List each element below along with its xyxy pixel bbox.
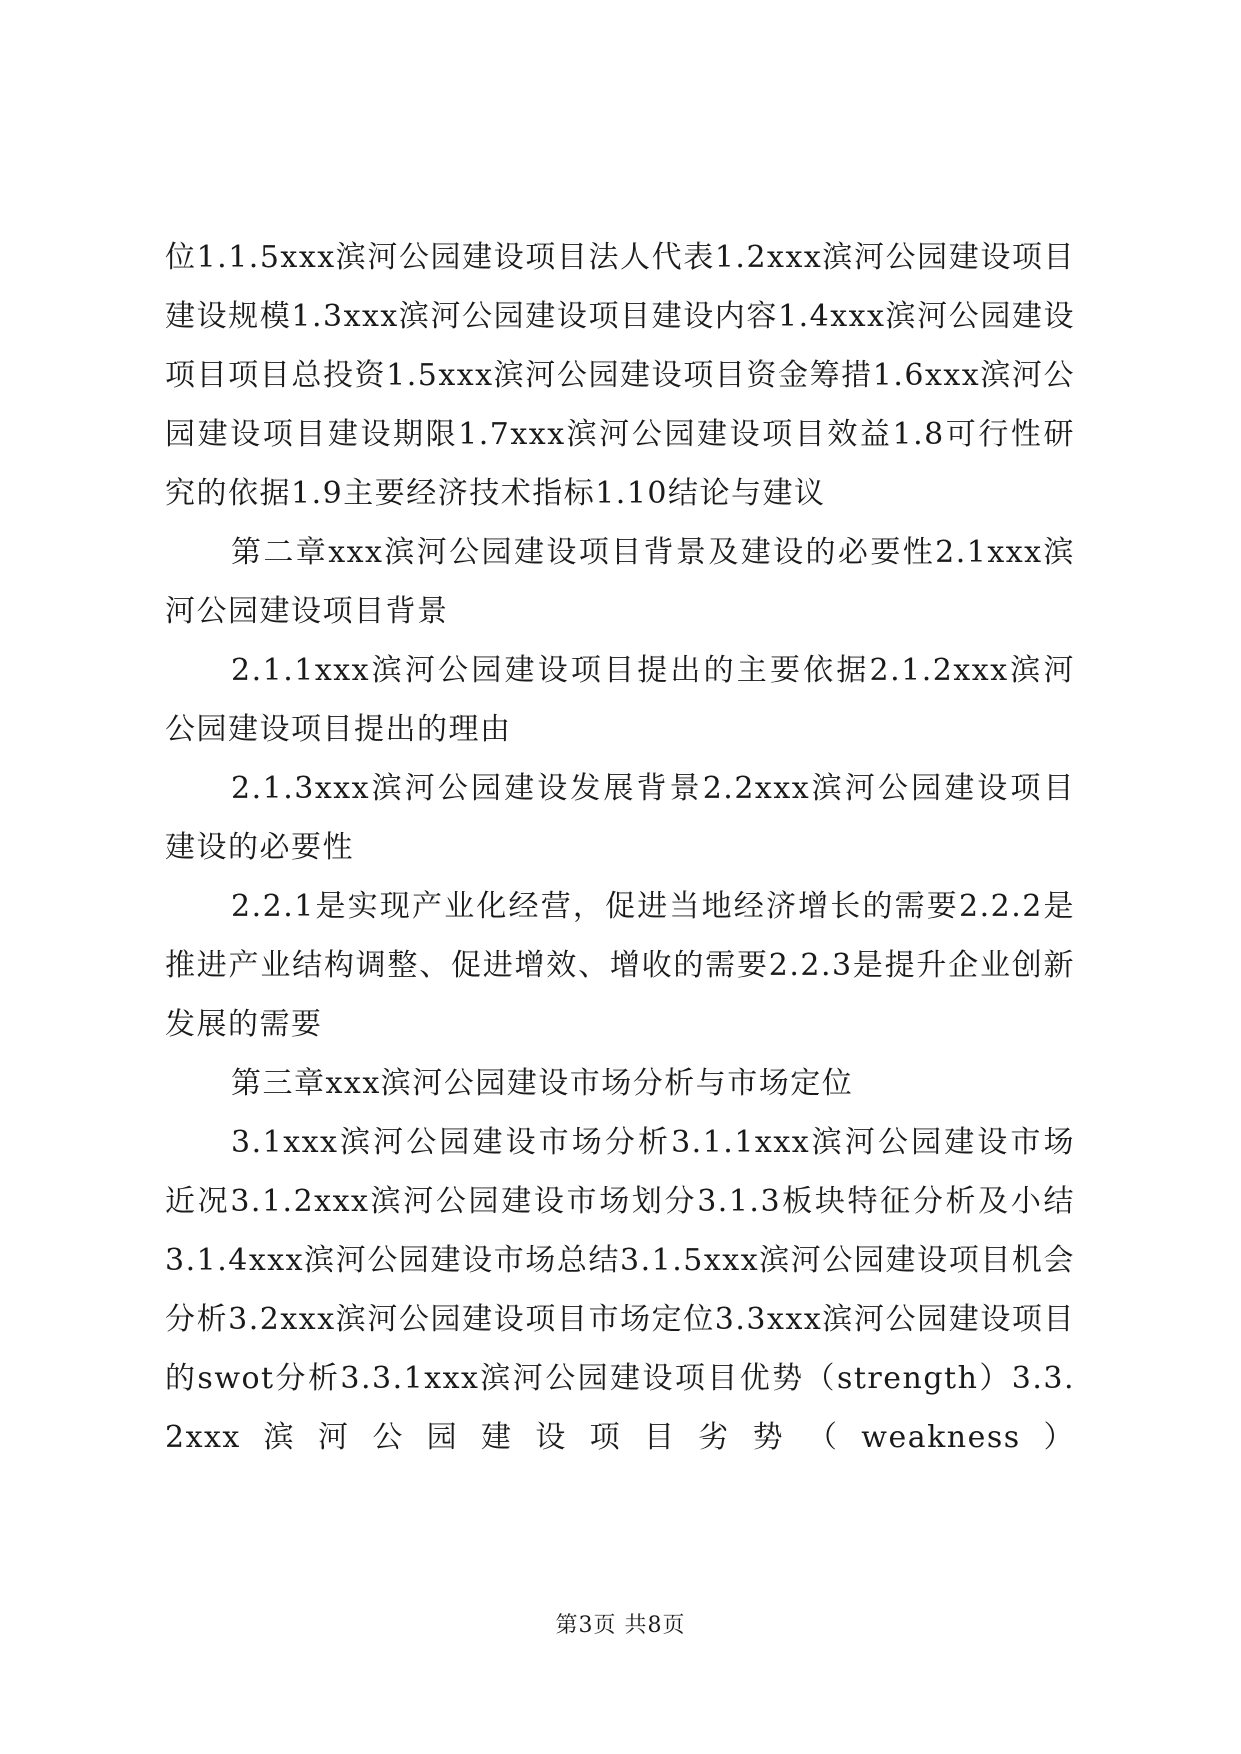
paragraph-chapter-2-heading: 第二章xxx滨河公园建设项目背景及建设的必要性2.1xxx滨河公园建设项目背景 [165,535,1075,629]
paragraph-chapter-3-heading: 第三章xxx滨河公园建设市场分析与市场定位 [231,1066,854,1101]
document-body [165,228,1075,1467]
page-number-footer: 第3页 共8页 [555,1613,686,1638]
paragraph-section-2-1-3: 2.1.3xxx滨河公园建设发展背景2.2xxx滨河公园建设项目建设的必要性 [165,771,1075,865]
paragraph-section-2-1-1: 2.1.1xxx滨河公园建设项目提出的主要依据2.1.2xxx滨河公园建设项目提出的理由 [165,653,1075,747]
paragraph-section-3-1: 3.1xxx滨河公园建设市场分析3.1.1xxx滨河公园建设市场近况3.1.2xxx滨河公园建设市场划分3.1.3板块特征分析及小结3.1.4xxx滨河公园建设市场总结3.1.5xxx滨河公园建设项目机会分析3.2xxx滨河公园建设项目市场定位3.3xxx滨河公园建设项目的swot分析3.3.1xxx滨河公园建设项目优势（strength）3.3.2xxx滨河公园建设项目劣势（weakness） [165,1125,1075,1455]
paragraph-section-2-2-1: 2.2.1是实现产业化经营，促进当地经济增长的需要2.2.2是推进产业结构调整、促进增效、增收的需要2.2.3是提升企业创新发展的需要 [165,889,1075,1042]
paragraph-table-of-contents-chapter-1: 位1.1.5xxx滨河公园建设项目法人代表1.2xxx滨河公园建设项目建设规模1.3xxx滨河公园建设项目建设内容1.4xxx滨河公园建设项目项目总投资1.5xxx滨河公园建设项目资金筹措1.6xxx滨河公园建设项目建设期限1.7xxx滨河公园建设项目效益1.8可行性研究的依据1.9主要经济技术指标1.10结论与建议 [165,240,1075,511]
